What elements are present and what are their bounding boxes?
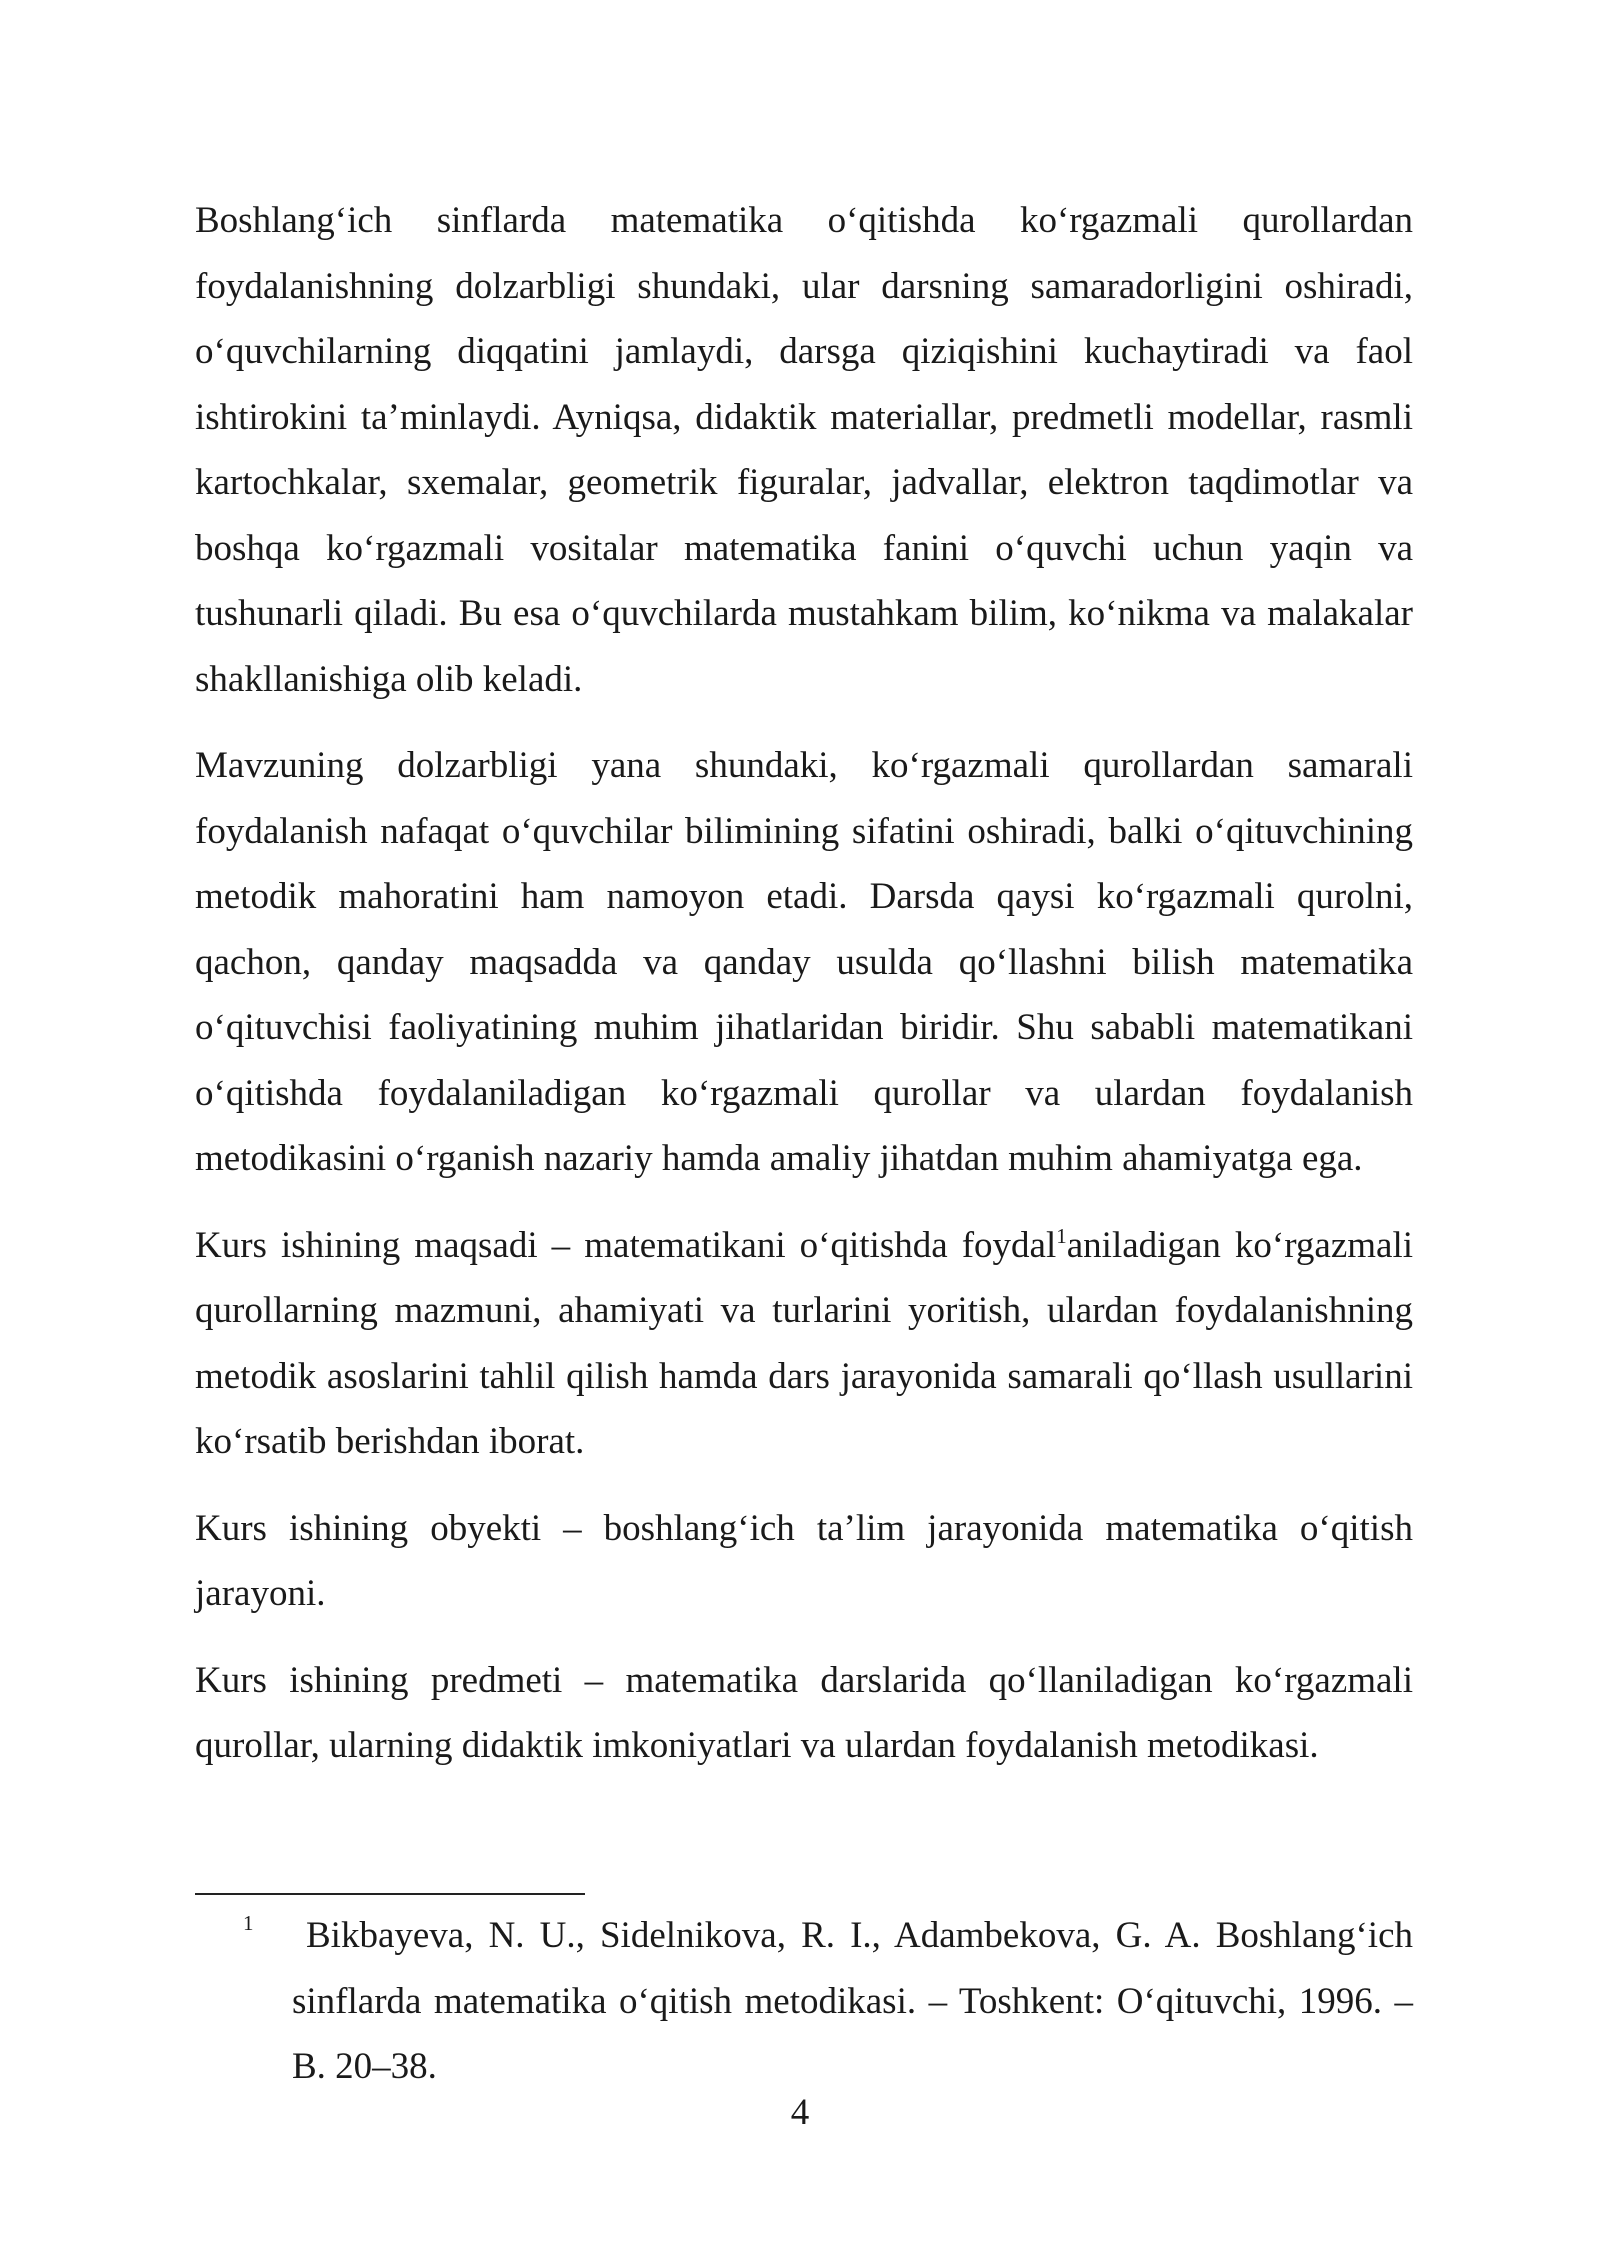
goal-text-start: Kurs ishining maqsadi – matematikani o‘qitishda foydal [195, 1224, 1057, 1266]
footnote-citation [195, 1903, 1413, 2100]
footnote-citation-text: Bikbayeva, N. U., Sidelnikova, R. I., Adambekova, G. A. Boshlang‘ich sinflarda matematika o‘qitish metodikasi. – Toshkent: O‘qituvchi, 1996. – B. 20–38. [292, 1915, 1413, 2087]
goal-text-end: aniladigan ko‘rgazmali qurollarning mazmuni, ahamiyati va turlarini yoritish, ulardan foydalanishning metodik asoslarini tahlil qilish hamda dars jarayonida samarali qo‘llash usullarini ko‘rsatib berishdan iborat. [195, 1224, 1414, 1462]
paragraph-subject: Kurs ishining predmeti – matematika darslarida qo‘llaniladigan ko‘rgazmali qurollar, ularning didaktik imkoniyatlari va ulardan foydalanish metodikasi. [195, 1659, 1413, 1766]
paragraph-relevance: Boshlang‘ich sinflarda matematika o‘qitishda ko‘rgazmali qurollardan foydalanishning dolzarbligi shundaki, ular darsning samaradorligini oshiradi, o‘quvchilarning diqqatini jamlaydi, darsga qiziqishini kuchaytiradi va faol ishtirokini ta’minlaydi. Ayniqsa, didaktik materiallar, predmetli modellar, rasmli kartochkalar, sxemalar, geometrik figuralar, jadvallar, elektron taqdimotlar va boshqa ko‘rgazmali vositalar matematika fanini o‘quvchi uchun yaqin va tushunarli qiladi. Bu esa o‘quvchilarda mustahkam bilim, ko‘nikma va malakalar shakllanishiga olib keladi. [195, 200, 1413, 700]
footnote-reference[interactable]: 1 [1056, 1223, 1067, 1248]
page-number: 4 [790, 2092, 810, 2133]
paragraph-object: Kurs ishining obyekti – boshlang‘ich ta’lim jarayonida matematika o‘qitish jarayoni. [195, 1507, 1413, 1614]
footnote-number: 1 [243, 1911, 254, 1935]
paragraph-topic-relevance: Mavzuning dolzarbligi yana shundaki, ko‘rgazmali qurollardan samarali foydalanish nafaqat o‘quvchilar bilimining sifatini oshiradi, balki o‘qituvchining metodik mahoratini ham namoyon etadi. Darsda qaysi ko‘rgazmali qurolni, qachon, qanday maqsadda va qanday usulda qo‘llashni bilish matematika o‘qituvchisi faoliyatining muhim jihatlaridan biridir. Shu sababli matematikani o‘qitishda foydalaniladigan ko‘rgazmali qurollar va ulardan foydalanish metodikasini o‘rganish nazariy hamda amaliy jihatdan muhim ahamiyatga ega. [195, 745, 1413, 1179]
footnote [195, 1903, 1413, 2100]
footnote-separator [195, 1893, 585, 1895]
body-text [195, 188, 1413, 1800]
paragraph-goal [195, 1213, 1413, 1475]
